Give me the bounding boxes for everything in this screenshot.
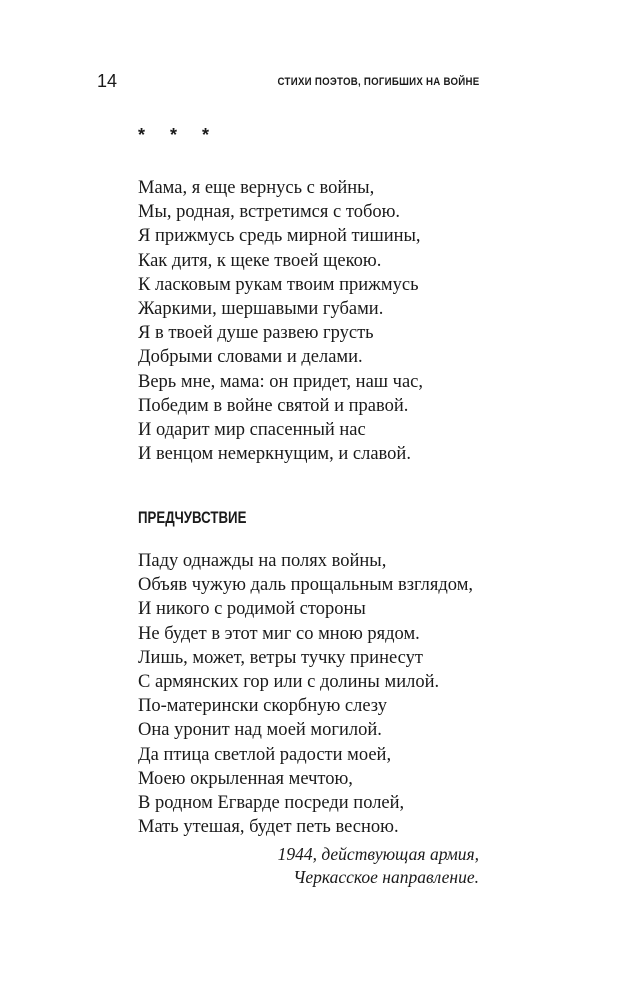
- verse-line: И никого с родимой стороны: [138, 599, 366, 620]
- verse-line: И одарит мир спасенный нас: [138, 420, 366, 441]
- verse-line: С армянских гор или с долины милой.: [138, 672, 440, 693]
- verse-line: Мать утешая, будет петь весною.: [138, 817, 399, 838]
- verse-line: Мама, я еще вернусь с войны,: [138, 178, 375, 198]
- verse-line: Да птица светлой радости моей,: [138, 744, 392, 765]
- verse-line: Как дитя, к щеке твоей щекою.: [138, 250, 382, 271]
- section-separator: * * *: [138, 125, 220, 145]
- verse-line: Не будет в этот миг со мною рядом.: [138, 623, 420, 644]
- verse-line: По-матерински скорбную слезу: [138, 696, 387, 717]
- poem-1-stanza: [138, 176, 423, 466]
- verse-line: Она уронит над моей могилой.: [138, 720, 382, 741]
- verse-line: Добрыми словами и делами.: [138, 347, 363, 368]
- verse-line: Лишь, может, ветры тучку принесут: [138, 647, 423, 668]
- poem-title: ПРЕДЧУВСТВИЕ: [138, 508, 247, 527]
- verse-line: Верь мне, мама: он придет, наш час,: [138, 371, 424, 392]
- verse-line: Мы, родная, встретимся с тобою.: [138, 202, 401, 223]
- page-number: 14: [97, 71, 118, 91]
- verse-line: Объяв чужую даль прощальным взглядом,: [138, 575, 474, 596]
- verse-line: К ласковым рукам твоим прижмусь: [138, 274, 419, 295]
- poem-dateline: [278, 843, 479, 889]
- running-title: СТИХИ ПОЭТОВ, ПОГИБШИХ НА ВОЙНЕ: [277, 76, 479, 88]
- verse-line: Я прижмусь средь мирной тишины,: [138, 226, 421, 247]
- verse-line: Я в твоей душе развею грусть: [138, 323, 374, 344]
- verse-line: Моею окрыленная мечтою,: [138, 768, 353, 789]
- poem-2-stanza: [138, 549, 473, 839]
- verse-line: В родном Егварде посреди полей,: [138, 793, 405, 814]
- verse-line: Паду однажды на полях войны,: [138, 551, 387, 571]
- verse-line: Победим в войне святой и правой.: [138, 395, 409, 416]
- verse-line: Жаркими, шершавыми губами.: [138, 299, 384, 320]
- dateline-line: Черкасское направление.: [293, 867, 479, 887]
- dateline-line: 1944, действующая армия,: [277, 844, 479, 864]
- verse-line: И венцом немеркнущим, и славой.: [138, 444, 411, 465]
